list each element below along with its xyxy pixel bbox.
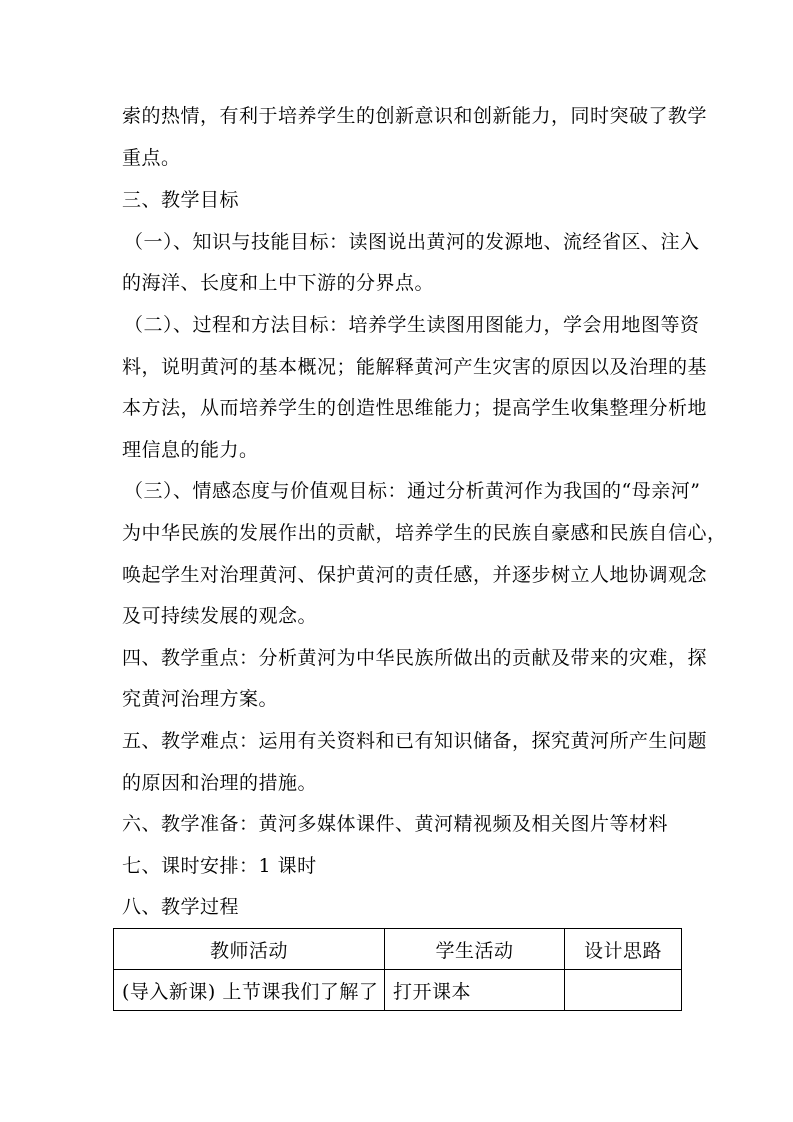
objective-process-line: 本方法，从而培养学生的创造性思维能力；提高学生收集整理分析地	[122, 397, 708, 419]
section-heading-objectives: 三、教学目标	[122, 189, 240, 211]
table-cell-teacher: (导入新课) 上节课我们了解了	[114, 970, 385, 1011]
objective-knowledge-line: （一）、知识与技能目标：读图说出黄河的发源地、流经省区、注入	[124, 231, 700, 253]
objective-emotion-line: 为中华民族的发展作出的贡献，培养学生的民族自豪感和民族自信心，	[122, 522, 727, 544]
column-header-design: 设计思路	[565, 929, 682, 970]
objective-process-line: （二）、过程和方法目标：培养学生读图用图能力，学会用地图等资	[124, 314, 700, 336]
objective-emotion-line: 唤起学生对治理黄河、保护黄河的责任感，并逐步树立人地协调观念	[122, 564, 708, 586]
table-row	[114, 970, 682, 1011]
section-process-heading: 八、教学过程	[122, 896, 240, 918]
paragraph-line: 索的热情，有利于培养学生的创新意识和创新能力，同时突破了教学	[122, 105, 708, 127]
objective-emotion-line: 及可持续发展的观念。	[122, 605, 318, 627]
table-cell-student: 打开课本	[385, 970, 565, 1011]
section-schedule: 七、课时安排：1 课时	[122, 855, 317, 877]
table-cell-design	[565, 970, 682, 1011]
section-difficulties: 五、教学难点：运用有关资料和已有知识储备，探究黄河所产生问题	[122, 730, 708, 752]
objective-emotion-line: （三）、情感态度与价值观目标：通过分析黄河作为我国的“母亲河”	[124, 480, 701, 502]
paragraph-line: 重点。	[122, 147, 181, 169]
section-preparation: 六、教学准备：黄河多媒体课件、黄河精视频及相关图片等材料	[122, 813, 669, 835]
teaching-process-table	[113, 928, 682, 1011]
section-difficulties: 的原因和治理的措施。	[122, 772, 318, 794]
column-header-student: 学生活动	[385, 929, 565, 970]
objective-knowledge-line: 的海洋、长度和上中下游的分界点。	[122, 272, 435, 294]
section-key-points: 究黄河治理方案。	[122, 688, 279, 710]
column-header-teacher: 教师活动	[114, 929, 385, 970]
objective-process-line: 理信息的能力。	[122, 439, 259, 461]
table-header-row	[114, 929, 682, 970]
section-key-points: 四、教学重点：分析黄河为中华民族所做出的贡献及带来的灾难，探	[122, 647, 708, 669]
objective-process-line: 料，说明黄河的基本概况；能解释黄河产生灾害的原因以及治理的基	[122, 356, 708, 378]
